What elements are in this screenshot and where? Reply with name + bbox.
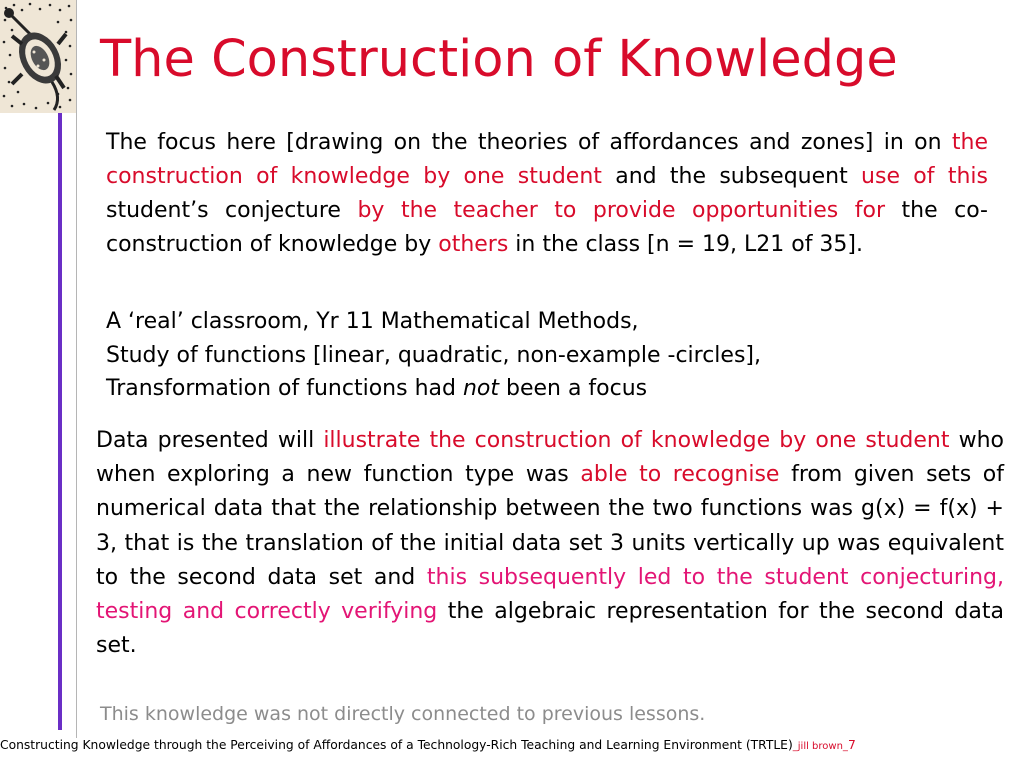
focus-text-3: student’s conjecture: [106, 198, 358, 223]
accent-vertical-rule: [58, 113, 62, 730]
context-line-1: A ‘real’ classroom, Yr 11 Mathematical Methods,: [106, 309, 639, 334]
context-line-3-emphasis: not: [462, 376, 499, 401]
slide-title: The Construction of Knowledge: [100, 30, 898, 89]
focus-text-1: The focus here [drawing on the theories of affordances and zones] in on: [106, 130, 952, 155]
vertical-divider: [76, 0, 77, 738]
data-text-3: from given sets of numerical data that the relationship between the two functions was g(x) = f(x) + 3, that is the translation of the initial data set 3 units vertically up was equivalent to the second data set and: [96, 462, 1004, 590]
data-highlight-3: this subsequently led to the student conjecturing, testing and correctly verifying: [96, 564, 1004, 625]
data-text-4: the algebraic representation for the second data set.: [96, 599, 1004, 659]
slide-footer: [0, 736, 1024, 756]
lizard-artwork-logo-icon: [0, 0, 76, 113]
knowledge-note: This knowledge was not directly connected to previous lessons.: [100, 703, 706, 725]
focus-paragraph: [106, 126, 988, 262]
focus-text-5: in the class [n = 19, L21 of 35].: [508, 232, 863, 257]
page-number: 7: [847, 738, 856, 752]
focus-highlight-4: others: [438, 232, 509, 257]
focus-text-2: and the subsequent: [601, 164, 862, 189]
focus-highlight-3: by the teacher to provide opportunities for: [357, 198, 885, 223]
context-paragraph: [106, 305, 988, 406]
footer-title: Constructing Knowledge through the Perceiving of Affordances of a Technology-Rich Teaching and Learning Environment (TRTLE): [0, 738, 793, 752]
data-text-2: who when exploring a new function type was: [96, 428, 1005, 488]
context-line-2: Study of functions [linear, quadratic, non-example -circles],: [106, 342, 761, 368]
focus-highlight-1: the construction of knowledge by one student: [106, 130, 988, 189]
focus-highlight-2: use of this: [861, 164, 988, 189]
context-line-3-after: been a focus: [498, 376, 648, 401]
data-highlight-2: able to recognise: [580, 462, 780, 488]
focus-text-4: the co-construction of knowledge by: [106, 198, 988, 257]
data-highlight-1: illustrate the construction of knowledge by one student: [323, 428, 950, 453]
data-text-1: Data presented will: [96, 428, 324, 453]
footer-author: _jill brown_: [792, 741, 848, 752]
data-paragraph: [96, 424, 1004, 663]
context-line-3-before: Transformation of functions had: [106, 376, 463, 401]
